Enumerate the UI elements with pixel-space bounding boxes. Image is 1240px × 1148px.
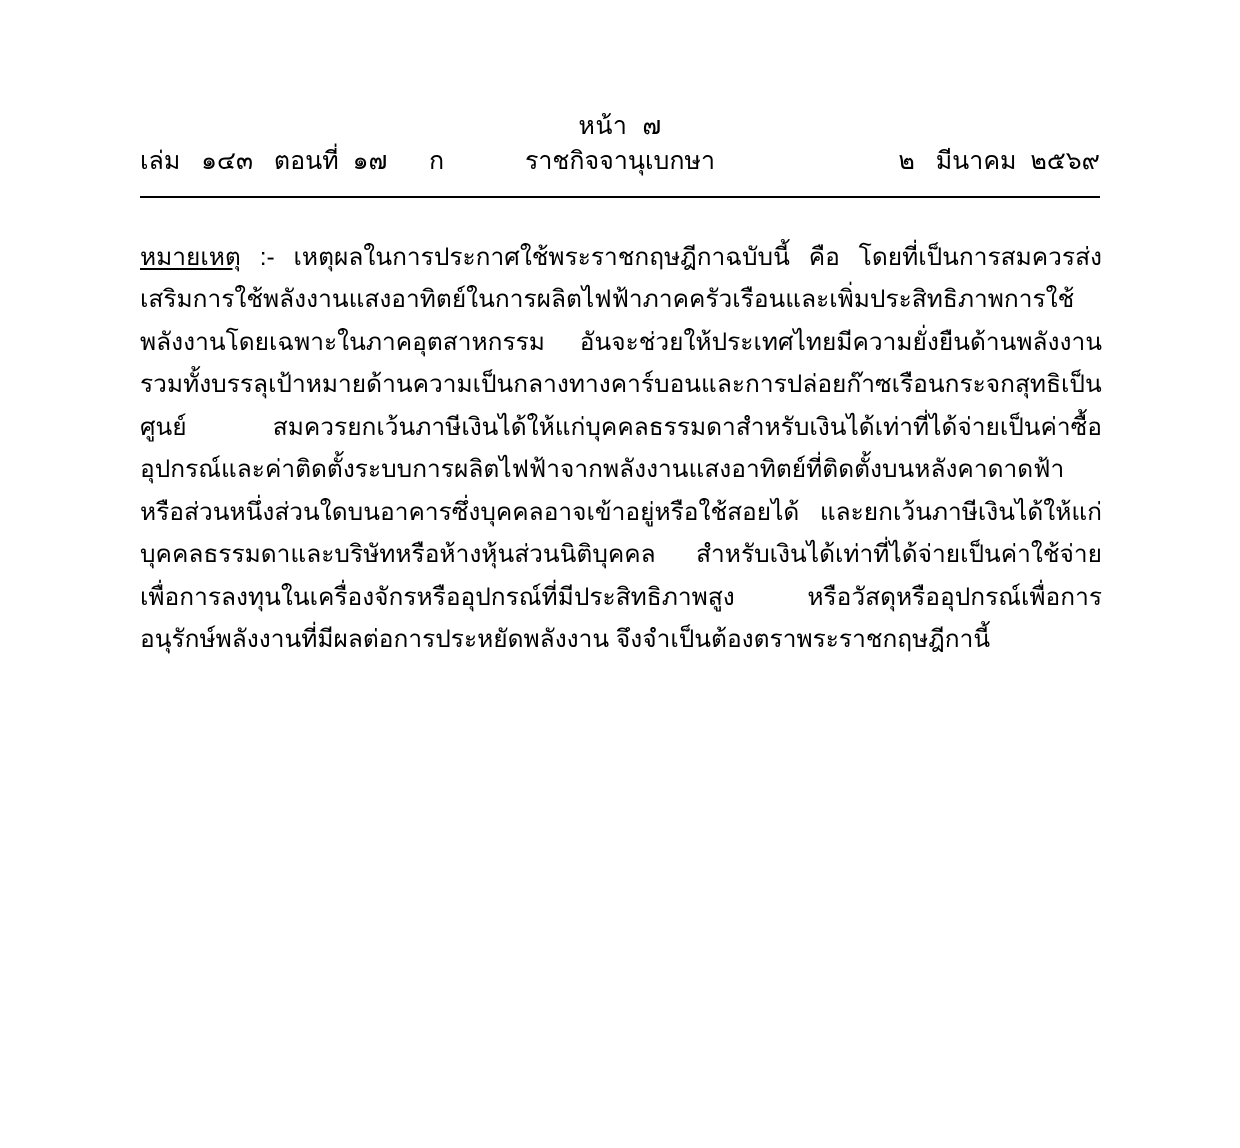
page-header xyxy=(140,110,1100,182)
gazette-title: ราชกิจจานุเบกษา xyxy=(524,147,716,175)
note-label: หมายเหตุ xyxy=(140,243,241,271)
note-text: เหตุผลในการประกาศใช้พระราชกฤษฎีกาฉบับนี้ คือ โดยที่เป็นการสมควรส่งเสริมการใช้พลังงานแสงอาทิตย์ในการผลิตไฟฟ้าภาคครัวเรือนและเพิ่มประสิทธิภาพการใช้พลังงานโดยเฉพาะในภาคอุตสาหกรรม อันจะช่วยให้ประเทศไทยมีความยั่งยืนด้านพลังงาน รวมทั้งบรรลุเป้าหมายด้านความเป็นกลางทางคาร์บอนและการปล่อยก๊าซเรือนกระจกสุทธิเป็นศูนย์ สมควรยกเว้นภาษีเงินได้ให้แก่บุคคลธรรมดาสำหรับเงินได้เท่าที่ได้จ่ายเป็นค่าซื้ออุปกรณ์และค่าติดตั้งระบบการผลิตไฟฟ้าจากพลังงานแสงอาทิตย์ที่ติดตั้งบนหลังคาดาดฟ้า หรือส่วนหนึ่งส่วนใดบนอาคารซึ่งบุคคลอาจเข้าอยู่หรือใช้สอยได้ และยกเว้นภาษีเงินได้ให้แก่บุคคลธรรมดาและบริษัทหรือห้างหุ้นส่วนนิติบุคคล สำหรับเงินได้เท่าที่ได้จ่ายเป็นค่าใช้จ่ายเพื่อการลงทุนในเครื่องจักรหรืออุปกรณ์ที่มีประสิทธิภาพสูง หรือวัสดุหรืออุปกรณ์เพื่อการอนุรักษ์พลังงานที่มีผลต่อการประหยัดพลังงาน จึงจำเป็นต้องตราพระราชกฤษฎีกานี้ xyxy=(140,243,1102,653)
note-paragraph xyxy=(140,237,1102,662)
document-body xyxy=(140,212,1102,686)
publication-date: ๒ มีนาคม ๒๕๖๙ xyxy=(898,147,1100,175)
header-row xyxy=(140,144,1100,182)
header-divider xyxy=(140,196,1100,198)
note-separator: :- xyxy=(240,243,275,271)
volume-issue-label: เล่ม ๑๔๓ ตอนที่ ๑๗ ก xyxy=(140,147,445,175)
page-number: หน้า ๗ xyxy=(578,112,662,140)
